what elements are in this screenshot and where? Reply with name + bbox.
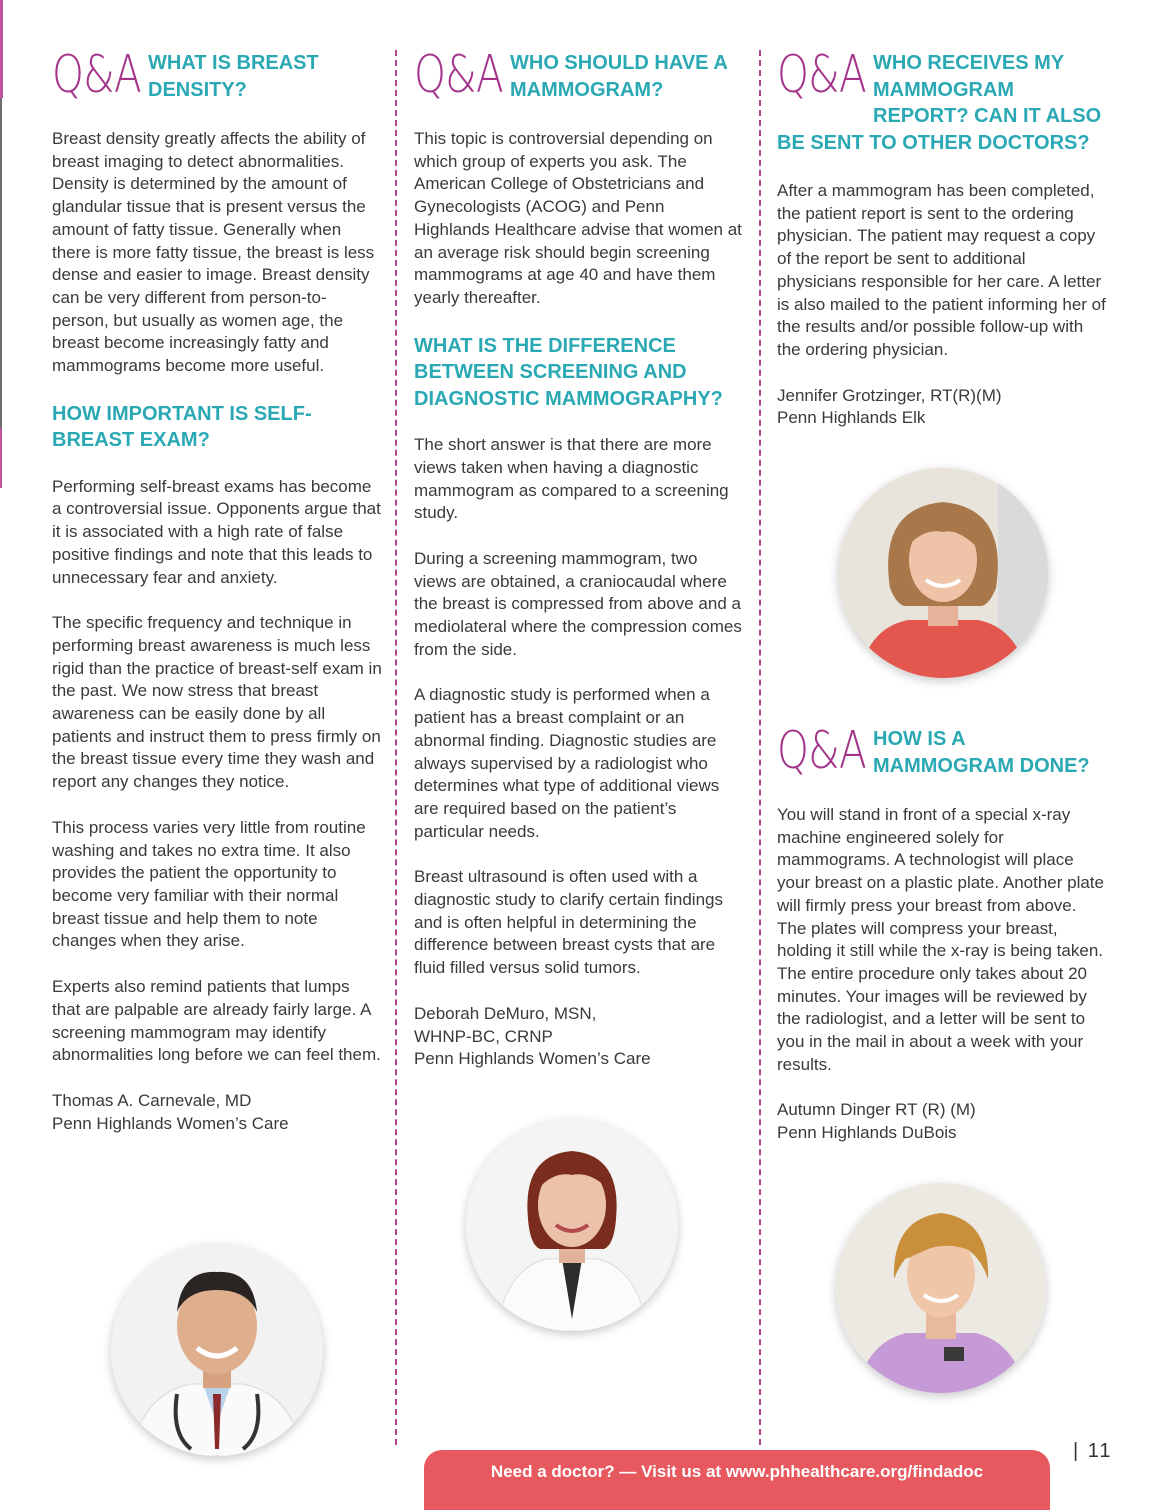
portrait-woman-icon: [838, 468, 1048, 678]
footer-cta-bar[interactable]: [424, 1450, 1050, 1510]
body-paragraph: Breast ultrasound is often used with a diagnostic study to clarify certain findings and is often helpful in determining the difference between breast cysts that are fluid filled versus solid tumors.: [414, 867, 723, 978]
portrait-woman-scrubs-icon: [836, 1183, 1046, 1393]
author-signature: [777, 1099, 1107, 1144]
question-title: WHAT IS BREAST DENSITY?: [148, 52, 319, 101]
author-org: Penn Highlands Elk: [777, 408, 926, 428]
portrait-woman-doctor-icon: [466, 1119, 678, 1331]
column-divider-2: [759, 50, 761, 1445]
edge-mark-magenta-lower: [0, 428, 2, 488]
body-paragraph: This process varies very little from routine washing and takes no extra time. It also provides the patient the opportunity to become very familiar with their normal breast tissue and help them to note changes when they arise.: [52, 817, 366, 951]
page-number: | 11: [1073, 1440, 1113, 1462]
author-name: Thomas A. Carnevale, MD: [52, 1090, 252, 1110]
edge-mark-magenta: [0, 0, 3, 98]
body-paragraph: This topic is controversial depending on which group of experts you ask. The American College of Obstetricians and Gynecologists (ACOG) and Penn Highlands Healthcare advise that women at an average risk should begin screening mammograms at age 40 and have them yearly thereafter.: [414, 129, 742, 307]
author-credentials: WHNP-BC, CRNP: [414, 1026, 553, 1046]
author-photo-carnevale: [111, 1244, 323, 1456]
author-org: Penn Highlands DuBois: [777, 1123, 957, 1143]
body-paragraph: Breast density greatly affects the ability of breast imaging to detect abnormalities. Density is determined by the amount of glandular tissue that is present versus the amount of fatty tissue. Generally when there is more fatty tissue, the breast is less dense and easier to image. Breast density can be very different from person-to-person, but usually as women age, the breast become increasingly fatty and mammograms become more useful.: [52, 129, 375, 376]
author-name: Deborah DeMuro, MSN,: [414, 1003, 597, 1023]
author-org: Penn Highlands Women’s Care: [414, 1049, 651, 1069]
author-photo-demuro: [466, 1119, 678, 1331]
qa-mark: Q&A: [52, 48, 141, 104]
edge-mark-dark: [0, 98, 2, 428]
question-subtitle: HOW IMPORTANT IS SELF-BREAST EXAM?: [52, 402, 312, 452]
column-who-receives-report: [777, 48, 1107, 453]
qa-header-who-receives: [777, 48, 1107, 156]
author-signature: [52, 1090, 382, 1135]
qa-mark: Q&A: [777, 724, 866, 780]
column-how-is-mammogram-done: [777, 724, 1107, 1168]
body-paragraph: The specific frequency and technique in performing breast awareness is much less rigid than the practice of breast-self exam in the past. We now stress that breast awareness can be easily done by all patients and instruct them to press firmly on the breast tissue every time they wash and report any changes they notice.: [52, 613, 382, 792]
author-org: Penn Highlands Women’s Care: [52, 1113, 289, 1133]
author-photo-grotzinger: [838, 468, 1048, 678]
body-paragraph: After a mammogram has been completed, the patient report is sent to the ordering physician. The patient may request a copy of the report be sent to additional physicians responsible for her care. A letter is also mailed to the patient informing her of the results and/or possible follow-up with the ordering physician.: [777, 181, 1106, 359]
body-paragraph: Experts also remind patients that lumps that are palpable are already fairly large. A screening mammogram may identify abnormalities long before we can feel them.: [52, 977, 381, 1065]
qa-mark: Q&A: [777, 48, 866, 105]
question-title: WHO SHOULD HAVE A MAMMOGRAM?: [510, 52, 728, 101]
author-name: Autumn Dinger RT (R) (M): [777, 1100, 976, 1120]
question-subtitle: WHAT IS THE DIFFERENCE BETWEEN SCREENING AND DIAGNOSTIC MAMMOGRAPHY?: [414, 334, 723, 410]
body-paragraph: You will stand in front of a special x-ray machine engineered solely for mammograms. A technologist will place your breast on a plastic plate. Another plate will firmly press your breast from above. The plates will compress your breast, holding it still while the x-ray is being taken. The entire procedure only takes about 20 minutes. Your images will be reviewed by the radiologist, and a letter will be sent to you in the mail in about a week with your results.: [777, 805, 1104, 1074]
question-title: WHO RECEIVES MY MAMMOGRAM REPORT? CAN IT ALSO BE SENT TO OTHER DOCTORS?: [777, 52, 1102, 154]
body-paragraph: Performing self-breast exams has become a controversial issue. Opponents argue that it is associated with a high rate of false positive findings and note that this leads to unnecessary fear and anxiety.: [52, 476, 381, 587]
qa-header-breast-density: [52, 48, 382, 104]
qa-header-how-done: [777, 724, 1107, 780]
portrait-man-doctor-icon: [111, 1244, 323, 1456]
author-signature: [777, 385, 1107, 430]
column-divider-1: [395, 50, 397, 1445]
qa-header-who-should: [414, 48, 744, 104]
column-breast-density: [52, 48, 382, 1158]
body-paragraph: A diagnostic study is performed when a patient has a breast complaint or an abnormal finding. Diagnostic studies are always supervised by a radiologist who determines what type of additional views are required based on the patient’s particular needs.: [414, 685, 720, 841]
footer-cta-text[interactable]: Need a doctor? — Visit us at www.phhealthcare.org/findadoc: [490, 1462, 984, 1481]
column-who-should-have-mammogram: [414, 48, 744, 1094]
author-name: Jennifer Grotzinger, RT(R)(M): [777, 385, 1002, 405]
author-photo-dinger: [836, 1183, 1046, 1393]
body-paragraph: During a screening mammogram, two views are obtained, a craniocaudal where the breast is compressed from above and a mediolateral where the compression comes from the side.: [414, 548, 742, 659]
author-signature: [414, 1003, 744, 1071]
qa-mark: Q&A: [414, 48, 503, 104]
question-title: HOW IS A MAMMOGRAM DONE?: [873, 728, 1090, 777]
body-paragraph: The short answer is that there are more views taken when having a diagnostic mammogram as compared to a screening study.: [414, 435, 729, 523]
